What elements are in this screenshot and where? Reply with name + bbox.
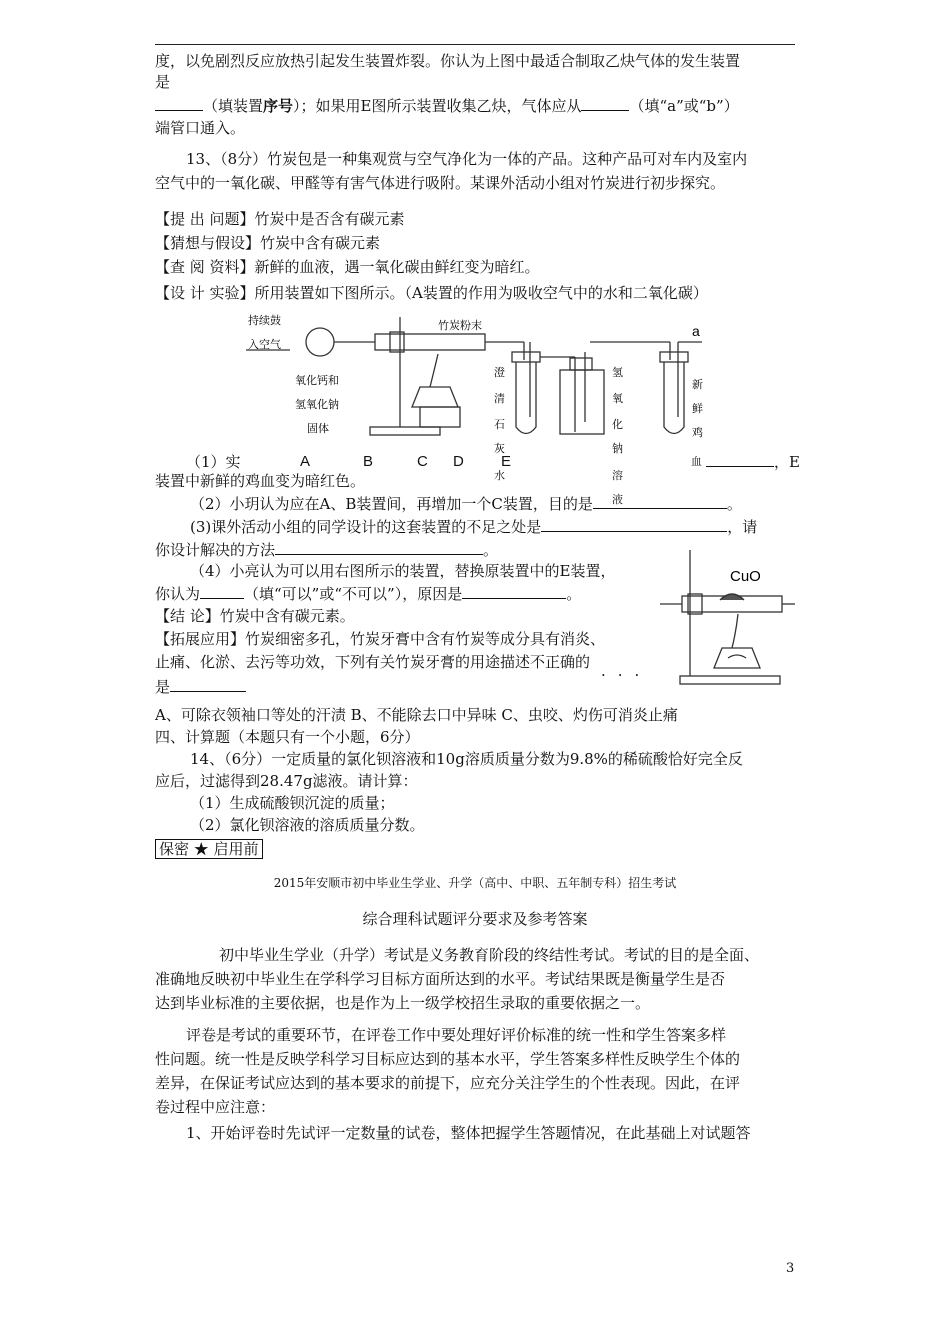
diagram-label: 鸡: [692, 426, 703, 439]
answer-blank[interactable]: [541, 517, 727, 532]
emphasis-dots: ···: [601, 666, 652, 684]
diagram-label-c: C: [417, 453, 428, 470]
section-question: 【提 出 问题】竹炭中是否含有碳元素: [155, 210, 405, 228]
page-number: 3: [786, 1261, 795, 1276]
text-line: 是: [155, 676, 246, 698]
paragraph-line: 差异，在保证考试应达到的基本要求的前提下，应充分关注学生的个性表现。因此，在评: [155, 1074, 741, 1092]
question-4: （4）小亮认为可以用右图所示的装置，替换原装置中的E装置，: [190, 562, 616, 580]
text-line: 止痛、化淤、去污等功效，下列有关竹炭牙膏的用途描述不正确的: [155, 653, 591, 671]
diagram-label: 竹炭粉末: [438, 319, 482, 332]
section-design: 【设 计 实验】所用装置如下图所示。（A装置的作用为吸收空气中的水和二氧化碳）: [155, 284, 708, 302]
section-conclusion: 【结 论】竹炭中含有碳元素。: [155, 607, 355, 625]
diagram-label: 氧: [612, 392, 623, 405]
text-line: 是: [155, 73, 171, 91]
diagram-label: 氢: [612, 366, 623, 379]
diagram-label: a: [692, 323, 700, 339]
diagram-label: 固体: [307, 422, 329, 435]
paragraph-line: 达到毕业标准的主要依据，也是作为上一级学校招生录取的重要依据之一。: [155, 994, 651, 1012]
text-line: 空气中的一氧化碳、甲醛等有害气体进行吸附。某课外活动小组对竹炭进行初步探究。: [155, 174, 726, 192]
sub-question: （2）氯化钡溶液的溶质质量分数。: [190, 816, 425, 834]
answer-key-title: 综合理科试题评分要求及参考答案: [362, 910, 588, 928]
stand-base: [370, 427, 440, 435]
text-line: （填装置序号）；如果用E图所示装置收集乙炔，气体应从 （填“a”或“b”）: [155, 95, 739, 117]
text-line: 你设计解决的方法 。: [155, 541, 499, 559]
diagram-label: 氢氧化钠: [295, 398, 339, 411]
diagram-label: 持续鼓: [248, 314, 281, 327]
diagram-label: 水: [494, 469, 505, 482]
answer-blank[interactable]: [200, 584, 244, 599]
diagram-label: 石: [494, 418, 505, 431]
answer-blank[interactable]: [170, 677, 246, 692]
section-hypothesis: 【猜想与假设】竹炭中含有碳元素: [155, 234, 381, 252]
test-tube-e: [664, 362, 684, 434]
u-tube-a: [306, 328, 334, 356]
diagram-label: 化: [612, 418, 623, 431]
diagram-label: 清: [494, 392, 505, 405]
paragraph-line: 评卷是考试的重要环节，在评卷工作中要处理好评价标准的统一性和学生答案多样: [186, 1026, 727, 1044]
diagram-label-d: D: [453, 453, 464, 470]
secret-label: 保密 ★ 启用前: [155, 838, 263, 860]
answer-blank[interactable]: [275, 540, 483, 555]
cuo-apparatus-diagram: [660, 548, 795, 688]
diagram-label: 新: [692, 378, 703, 391]
diagram-label: 鲜: [692, 402, 703, 415]
paragraph-line: 1、开始评卷时先试评一定数量的试卷，整体把握学生答题情况，在此基础上对试题答: [186, 1124, 751, 1142]
alcohol-lamp: [412, 387, 458, 407]
diagram-label-a: A: [300, 453, 311, 470]
text-line: 你认为 （填“可以”或“不可以”），原因是 。: [155, 585, 582, 603]
text-line: 度，以免剧烈反应放热引起发生装置炸裂。你认为上图中最适合制取乙炔气体的发生装置: [155, 52, 741, 70]
combustion-tube: [375, 334, 485, 350]
question-14: 14、（6分）一定质量的氯化钡溶液和10g溶质质量分数为9.8%的稀硫酸恰好完全反: [190, 750, 743, 768]
answer-blank[interactable]: [706, 452, 774, 467]
question-2: （2）小玥认为应在A、B装置间，再增加一个C装置，目的是 。: [190, 495, 742, 513]
cuo-label: CuO: [730, 568, 761, 585]
diagram-label: 钠: [612, 442, 623, 455]
question-13: 13、（8分）竹炭包是一种集观赏与空气净化为一体的产品。这种产品可对车内及室内: [186, 150, 748, 168]
section-research: 【查 阅 资料】新鲜的血液，遇一氧化碳由鲜红变为暗红。: [155, 258, 540, 276]
answer-blank[interactable]: [581, 96, 629, 111]
text-line: 装置中新鲜的鸡血变为暗红色。: [155, 472, 366, 490]
diagram-label: 血: [691, 455, 702, 468]
answer-blank[interactable]: [462, 584, 566, 599]
answer-options: A、可除衣领袖口等处的汗渍 B、不能除去口中异味 C、虫咬、灼伤可消炎止痛: [155, 706, 678, 724]
apparatus-diagram: [240, 312, 720, 472]
section-extension: 【拓展应用】竹炭细密多孔，竹炭牙膏中含有竹炭等成分具有消炎、: [155, 630, 606, 648]
section-heading: 四、计算题（本题只有一个小题，6分）: [155, 728, 420, 746]
diagram-label: 溶: [612, 469, 623, 482]
answer-blank[interactable]: [155, 96, 203, 111]
question-1: （1）实: [186, 453, 241, 471]
diagram-label: 澄: [494, 366, 505, 379]
test-tube-c: [516, 362, 536, 434]
text-line: 应后，过滤得到28.47g滤液。请计算：: [155, 772, 418, 790]
diagram-label: 液: [612, 493, 623, 506]
paragraph-line: 准确地反映初中毕业生在学科学习目标方面所达到的水平。考试结果既是衡量学生是否: [155, 970, 726, 988]
diagram-label: 灰: [494, 442, 505, 455]
question-3: (3)课外活动小组的同学设计的这套装置的不足之处是 ，请: [190, 518, 758, 536]
diagram-label-b: B: [363, 453, 374, 470]
exam-title: 2015年安顺市初中毕业生学业、升学（高中、中职、五年制专科）招生考试: [273, 876, 677, 890]
top-rule: [155, 44, 795, 45]
bottle-d: [560, 370, 604, 434]
text-line: 端管口通入。: [155, 119, 246, 137]
paragraph-line: 初中毕业生学业（升学）考试是义务教育阶段的终结性考试。考试的目的是全面、: [219, 946, 760, 964]
diagram-label: 氧化钙和: [295, 374, 339, 387]
sub-question: （1）生成硫酸钡沉淀的质量；: [190, 794, 395, 812]
answer-blank[interactable]: [593, 494, 727, 509]
diagram-label: 入空气: [248, 338, 281, 351]
text-line: ，E: [706, 451, 800, 473]
diagram-label-e: E: [501, 453, 512, 470]
paragraph-line: 性问题。统一性是反映学科学习目标应达到的基本水平，学生答案多样性反映学生个体的: [155, 1050, 741, 1068]
paragraph-line: 卷过程中应注意：: [155, 1098, 276, 1116]
